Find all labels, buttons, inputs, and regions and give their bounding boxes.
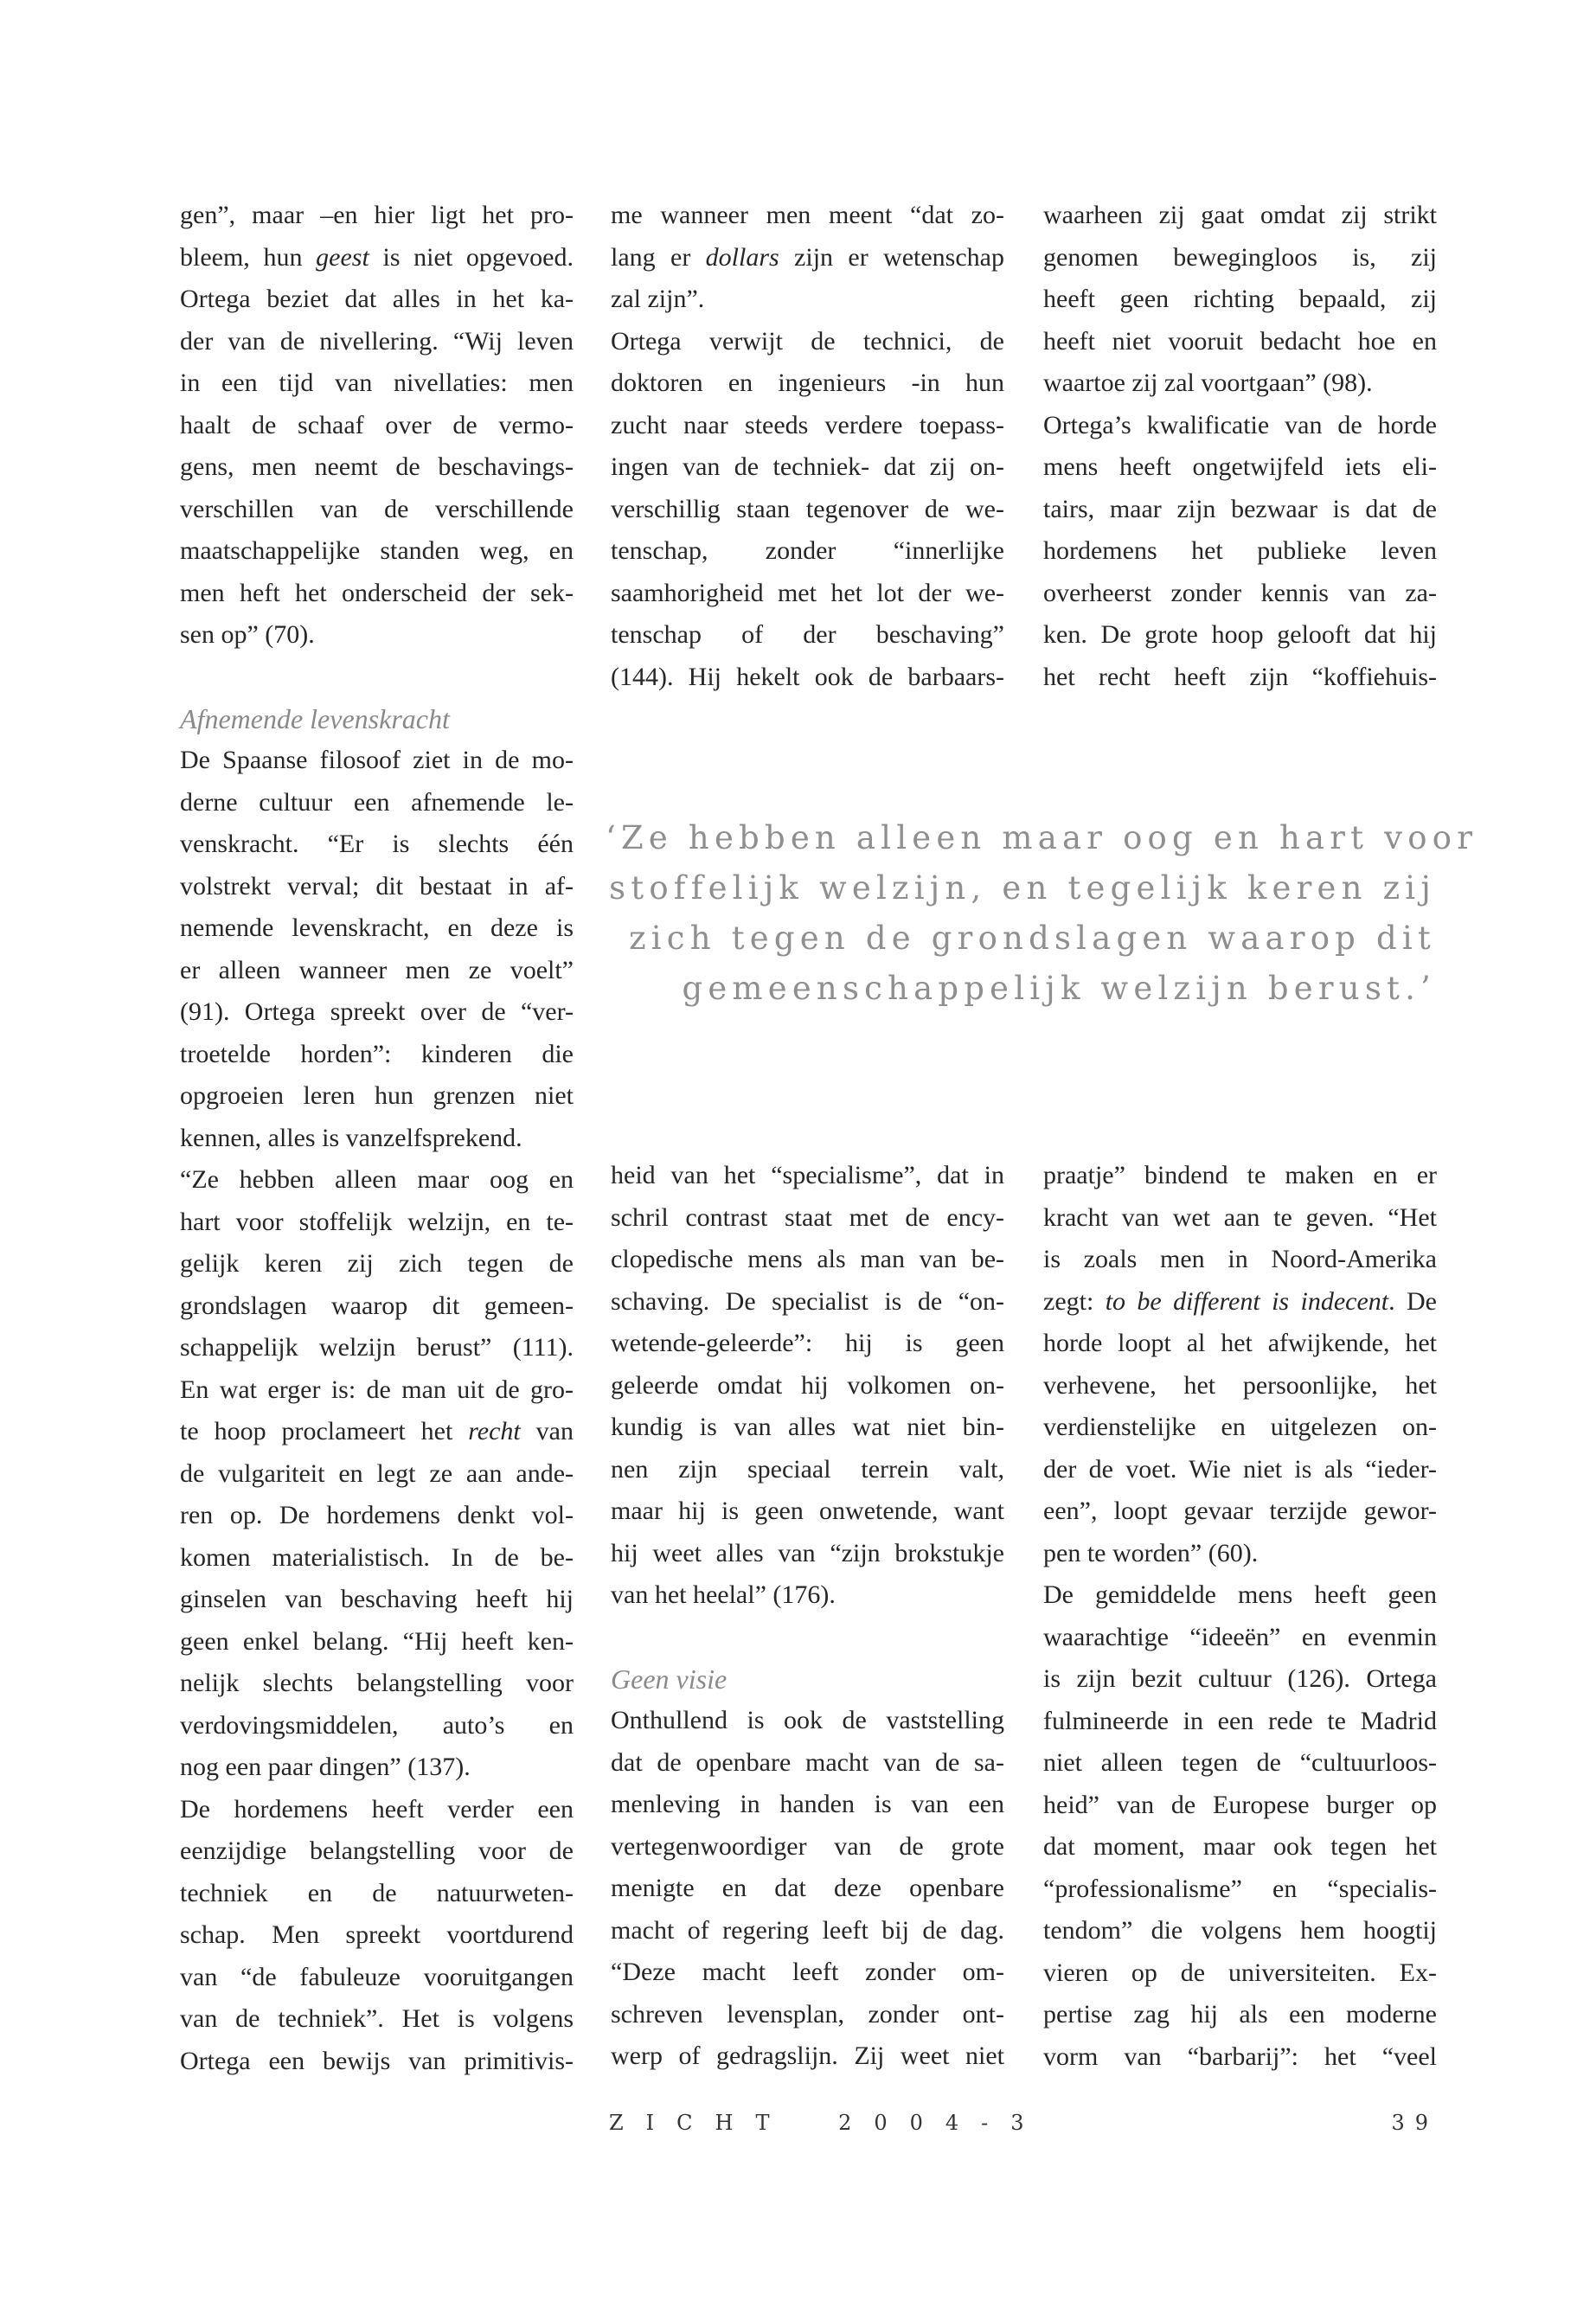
col3-paragraph-1: waarheen zij gaat omdat zij strikt genomen bewegingloos is, zij heeft geen richting bepaald, zij heeft niet vooruit bedacht hoe en waartoe zij zal voortgaan” (98). bbox=[1043, 201, 1437, 397]
col1-paragraph-2: De Spaanse filosoof ziet in de mo- derne cultuur een afnemende le- venskracht. “Er is slechts één volstrekt verval; dit bestaat in af- nemende levenskracht, en deze is er alleen wanneer men ze voelt” (91). Ortega spreekt over de “ver- troetelde horden”: kinderen die opgroeien leren hun grenzen niet kennen, alles is vanzelfsprekend. “Ze hebben alleen maar oog en hart voor stoffelijk welzijn, en te- gelijk keren zij zich tegen de grondslagen waarop dit gemeen- schappelijk welzijn berust” (111). En wat erger is: de man uit de gro- te hoop proclameert het recht van de vulgariteit en legt ze aan ande- ren op. De hordemens denkt vol- komen materialistisch. In de be- ginselen van beschaving heeft hij geen enkel belang. “Hij heeft ken- nelijk slechts belangstelling voor verdovingsmiddelen, auto’s en nog een paar dingen” (137). bbox=[180, 746, 574, 1781]
col3b-paragraph-1: praatje” bindend te maken en er kracht van wet aan te geven. “Het is zoals men in Noord-Amerika zegt: to be different is indecent. De horde loopt al het afwijkende, het verhevene, het persoonlijke, het verdienstelijke en uitgelezen on- der de voet. Wie niet is als “ieder- een”, loopt gevaar terzijde gewor- pen te worden” (60). bbox=[1043, 1161, 1437, 1567]
col1-paragraph-3: De hordemens heeft verder een eenzijdige belangstelling voor de techniek en de natuurweten- schap. Men spreekt voortdurend van “de fabuleuze vooruitgangen van de techniek”. Het is volgens Ortega een bewijs van primitivis- bbox=[180, 1794, 574, 2075]
pull-quote-line-3: zich tegen de grondslagen waarop dit bbox=[629, 920, 1436, 957]
col2b-paragraph-2: Onthullend is ook de vaststelling dat de openbare macht van de sa- menleving in handen is van een vertegenwoordiger van de grote menigte en dat deze openbare macht of regering leeft bij de dag. “Deze macht leeft zonder om- schreven levensplan, zonder ont- werp of gedragslijn. Zij weet niet bbox=[611, 1706, 1004, 2070]
column-2-top bbox=[611, 195, 1004, 698]
col3-paragraph-2: Ortega’s kwalificatie van de horde mens heeft ongetwijfeld iets eli- tairs, maar zijn bezwaar is dat de hordemens het publieke leven overheerst zonder kennis van za- ken. De grote hoop gelooft dat hij het recht heeft zijn “koffiehuis- bbox=[1043, 410, 1437, 691]
col2-paragraph-1: me wanneer men meent “dat zo- lang er dollars zijn er wetenschap zal zijn”. bbox=[611, 201, 1004, 313]
pull-quote-line-2: stoffelijk welzijn, en tegelijk keren zij bbox=[609, 869, 1436, 907]
column-1 bbox=[180, 195, 574, 2082]
page-number: 39 bbox=[1391, 2111, 1439, 2135]
section-heading-afnemende-levenskracht: Afnemende levenskracht bbox=[180, 702, 450, 734]
footer-journal-title: ZICHT 2004-3 bbox=[609, 2111, 1047, 2135]
col3b-paragraph-2: De gemiddelde mens heeft geen waarachtige “ideeën” en evenmin is zijn bezit cultuur (126). Ortega fulmineerde in een rede te Madrid niet alleen tegen de “cultuurloos- heid” van de Europese burger op dat moment, maar ook tegen het “professionalisme” en “specialis- tendom” die volgens hem hoogtij vieren op de universiteiten. Ex- pertise zag hij als een moderne vorm van “barbarij”: het “veel bbox=[1043, 1580, 1437, 2071]
pull-quote-line-4: gemeenschappelijk welzijn berust.’ bbox=[682, 970, 1436, 1007]
col2-paragraph-2: Ortega verwijt de technici, de doktoren en ingenieurs -in hun zucht naar steeds verdere toepass- ingen van de techniek- dat zij on- verschillig staan tegenover de we- tenschap, zonder “innerlijke saamhorigheid met het lot der we- tenschap of der beschaving” (144). Hij hekelt ook de barbaars- bbox=[611, 326, 1004, 691]
col1-paragraph-1: gen”, maar –en hier ligt het pro- bleem, hun geest is niet opgevoed. Ortega beziet dat alles in het ka- der van de nivellering. “Wij leven in een tijd van nivellaties: men haalt de schaaf over de vermo- gens, men neemt de beschavings- verschillen van de verschillende maatschappelijke standen weg, en men heft het onderscheid der sek- sen op” (70). bbox=[180, 201, 574, 649]
column-3-top bbox=[1043, 195, 1437, 698]
col2b-paragraph-1: heid van het “specialisme”, dat in schril contrast staat met de ency- clopedische mens als man van be- schaving. De specialist is de “on- wetende-geleerde”: hij is geen geleerde omdat hij volkomen on- kundig is van alles wat niet bin- nen zijn speciaal terrein valt, maar hij is geen onwetende, want hij weet alles van “zijn brokstukje van het heelal” (176). bbox=[611, 1161, 1004, 1609]
section-heading-geen-visie: Geen visie bbox=[611, 1663, 727, 1695]
column-2-bottom bbox=[611, 1155, 1004, 2078]
pull-quote-line-1: ‘Ze hebben alleen maar oog en hart voor bbox=[606, 819, 1478, 856]
pull-quote bbox=[606, 813, 1478, 1014]
column-3-bottom bbox=[1043, 1155, 1437, 2078]
